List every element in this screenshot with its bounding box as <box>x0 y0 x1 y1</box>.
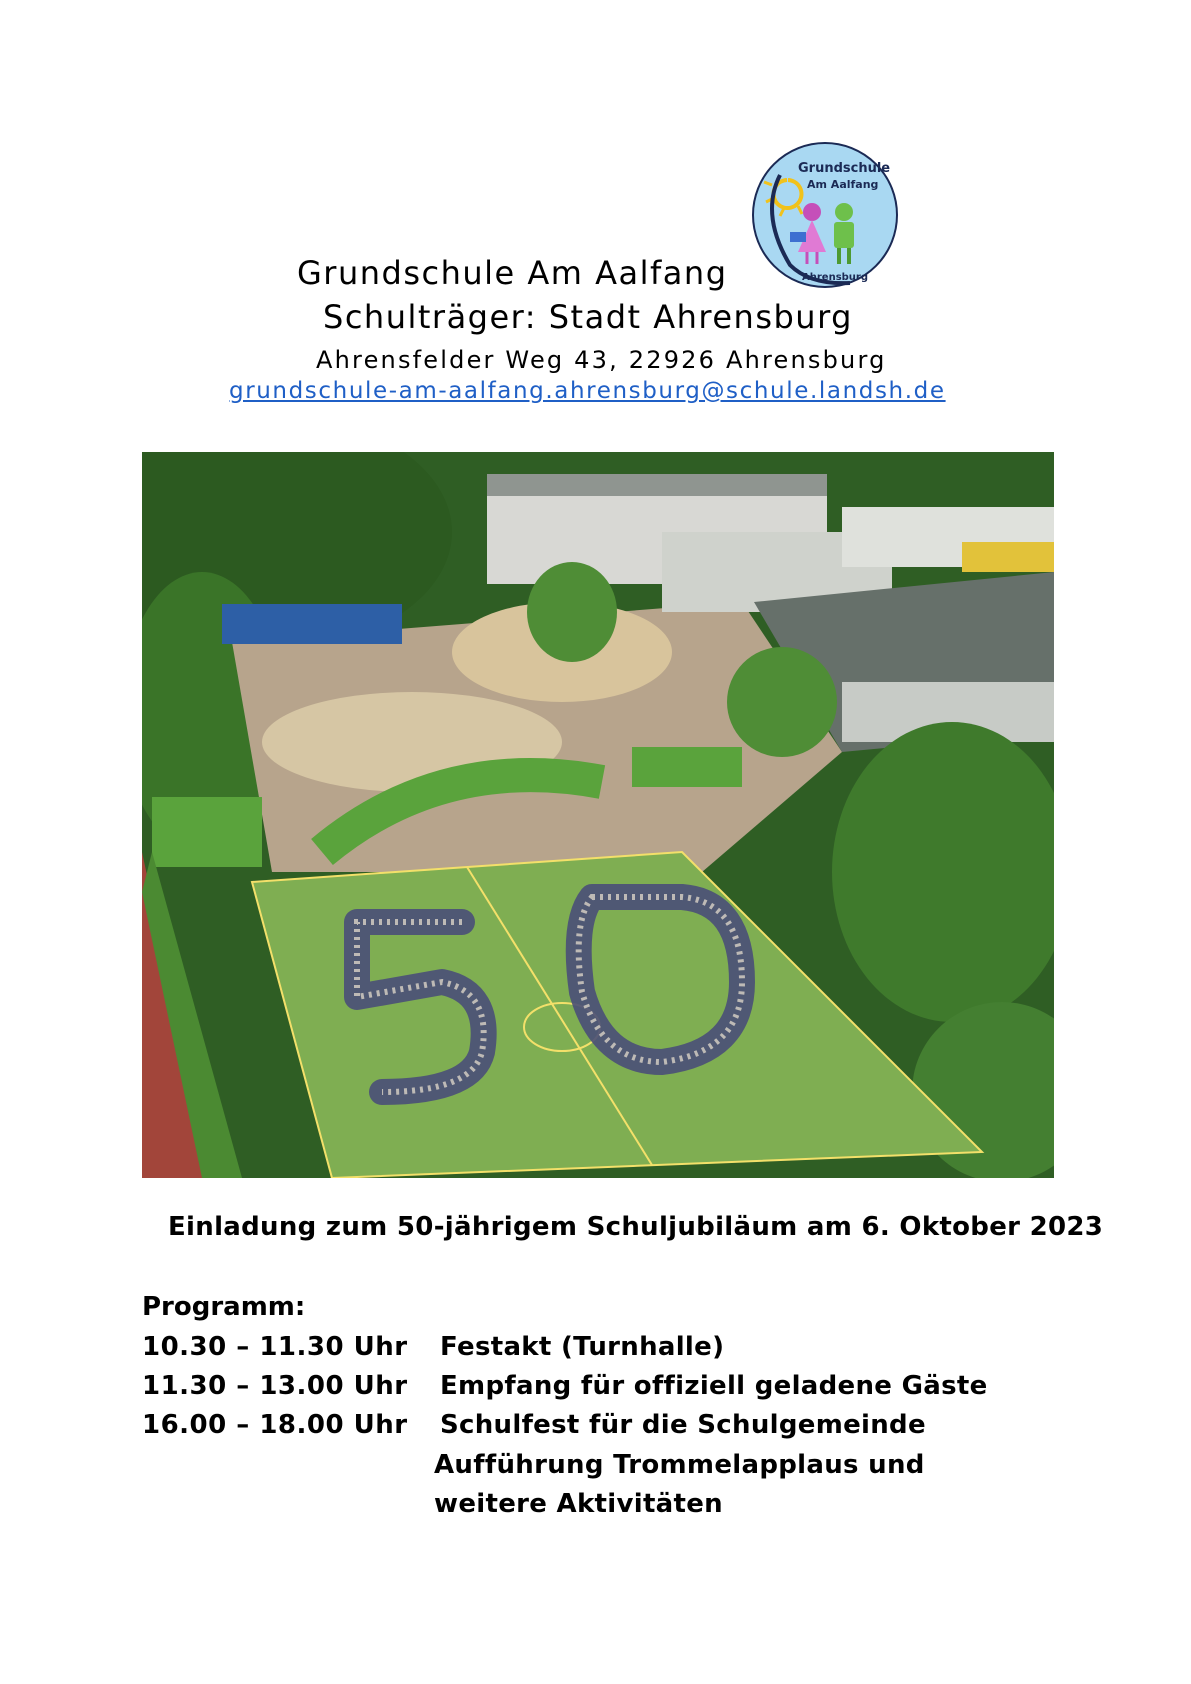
school-carrier: Schulträger: Stadt Ahrensburg <box>323 298 853 336</box>
program-time-1: 10.30 – 11.30 Uhr <box>142 1332 408 1362</box>
program-desc-1: Festakt (Turnhalle) <box>440 1332 725 1362</box>
program-desc-2: Empfang für offiziell geladene Gäste <box>440 1371 988 1401</box>
aerial-school-photo <box>142 452 1054 1178</box>
logo-text-2: Am Aalfang <box>807 178 879 191</box>
program-title: Programm: <box>142 1292 306 1322</box>
program-desc-3: Schulfest für die Schulgemeinde <box>440 1410 926 1440</box>
school-address: Ahrensfelder Weg 43, 22926 Ahrensburg <box>316 346 887 374</box>
email-link[interactable]: grundschule-am-aalfang.ahrensburg@schule.landsh.de <box>229 378 946 404</box>
logo-text-1: Grundschule <box>798 161 891 176</box>
school-name: Grundschule Am Aalfang <box>297 254 728 292</box>
logo-city: Ahrensburg <box>802 272 869 283</box>
program-time-3: 16.00 – 18.00 Uhr <box>142 1410 408 1440</box>
program-extra-1: Aufführung Trommelapplaus und <box>434 1450 925 1480</box>
invitation-headline: Einladung zum 50-jährigem Schuljubiläum am 6. Oktober 2023 <box>168 1212 1104 1242</box>
program-time-2: 11.30 – 13.00 Uhr <box>142 1371 408 1401</box>
school-logo <box>750 140 900 290</box>
program-extra-2: weitere Aktivitäten <box>434 1489 723 1519</box>
